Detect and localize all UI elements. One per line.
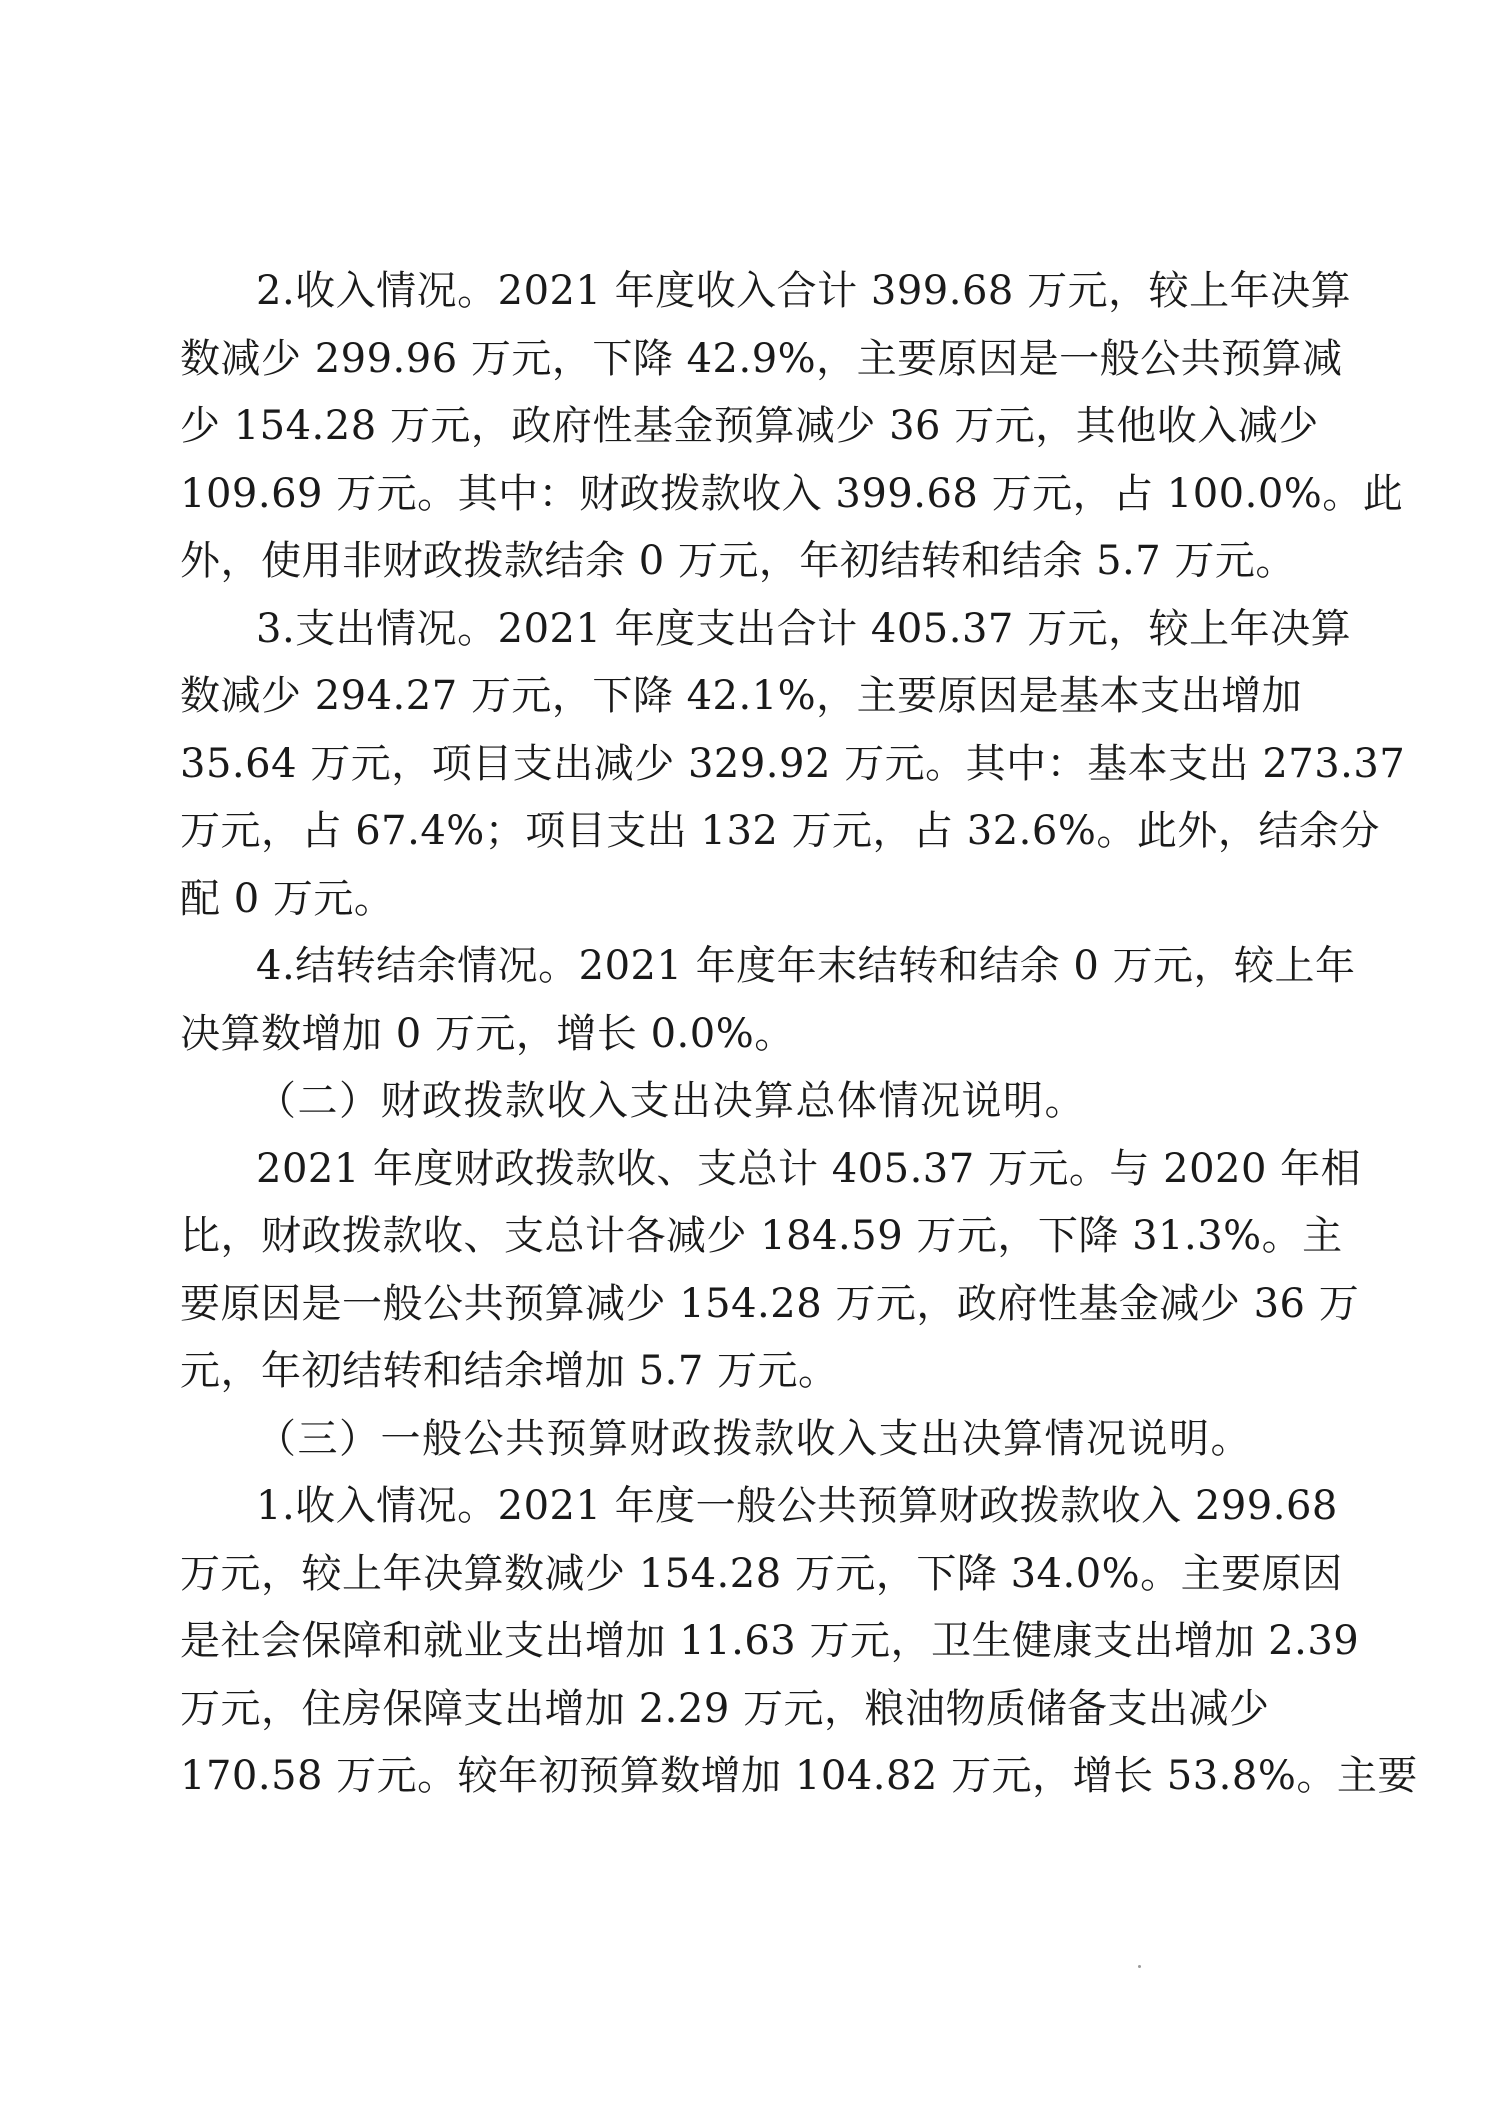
text-line: 数减少 299.96 万元，下降 42.9%，主要原因是一般公共预算减 xyxy=(180,335,1343,382)
text-line: 决算数增加 0 万元，增长 0.0%。 xyxy=(180,1010,795,1057)
paragraph-income xyxy=(180,258,1404,596)
text-line: 万元，占 67.4%；项目支出 132 万元，占 32.6%。此外，结余分 xyxy=(180,808,1380,854)
text-line: 万元，较上年决算数减少 154.28 万元，下降 34.0%。主要原因 xyxy=(180,1550,1343,1597)
text-line: 3.支出情况。2021 年度支出合计 405.37 万元，较上年决算 xyxy=(256,605,1352,652)
paragraph-expenditure xyxy=(180,596,1406,934)
text-line: 比，财政拨款收、支总计各减少 184.59 万元，下降 31.3%。主 xyxy=(180,1213,1343,1259)
text-line: 数减少 294.27 万元，下降 42.1%，主要原因是基本支出增加 xyxy=(180,673,1303,719)
text-line: 4.结转结余情况。2021 年度年末结转和结余 0 万元，较上年 xyxy=(256,943,1356,989)
text-line: 109.69 万元。其中：财政拨款收入 399.68 万元，占 100.0%。此 xyxy=(180,470,1404,517)
text-line: 是社会保障和就业支出增加 11.63 万元，卫生健康支出增加 2.39 xyxy=(180,1618,1360,1664)
text-line: 万元，住房保障支出增加 2.29 万元，粮油物质储备支出减少 xyxy=(180,1685,1270,1732)
paragraph-fiscal-total xyxy=(180,1136,1362,1406)
text-line: 要原因是一般公共预算减少 154.28 万元，政府性基金减少 36 万 xyxy=(180,1280,1360,1327)
text-line: 35.64 万元，项目支出减少 329.92 万元。其中：基本支出 273.37 xyxy=(180,740,1406,787)
text-line: 外，使用非财政拨款结余 0 万元，年初结转和结余 5.7 万元。 xyxy=(180,538,1296,584)
text-line: 配 0 万元。 xyxy=(180,875,395,922)
section-heading-2 xyxy=(180,1068,1310,1136)
heading-line: （三）一般公共预算财政拨款收入支出决算情况说明。 xyxy=(256,1415,1252,1462)
heading-line: （二）财政拨款收入支出决算总体情况说明。 xyxy=(256,1078,1086,1124)
section-heading-3 xyxy=(180,1406,1310,1474)
paragraph-carryover xyxy=(180,933,1356,1068)
document-body xyxy=(180,258,1418,1811)
text-line: 少 154.28 万元，政府性基金预算减少 36 万元，其他收入减少 xyxy=(180,403,1319,449)
paragraph-general-budget-income xyxy=(180,1473,1418,1811)
text-line: 元，年初结转和结余增加 5.7 万元。 xyxy=(180,1348,839,1394)
text-line: 2021 年度财政拨款收、支总计 405.37 万元。与 2020 年相 xyxy=(256,1145,1362,1192)
text-line: 170.58 万元。较年初预算数增加 104.82 万元，增长 53.8%。主要 xyxy=(180,1753,1418,1799)
text-line: 2.收入情况。2021 年度收入合计 399.68 万元，较上年决算 xyxy=(256,268,1352,314)
scan-speck xyxy=(1138,1965,1141,1968)
text-line: 1.收入情况。2021 年度一般公共预算财政拨款收入 299.68 xyxy=(256,1483,1338,1529)
